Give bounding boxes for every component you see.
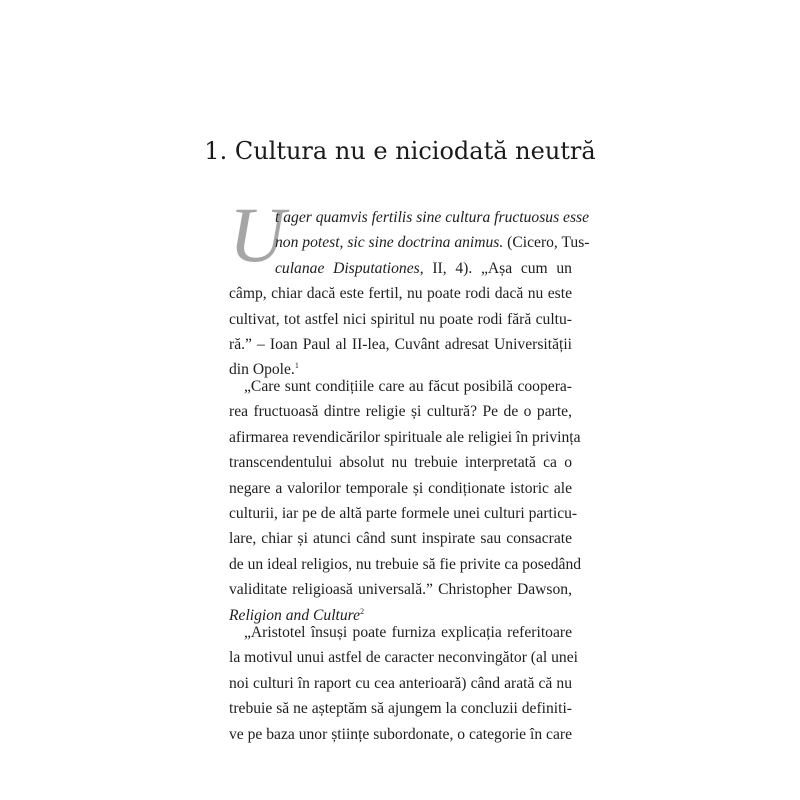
text-line: transcendentului absolut nu trebuie interpretată ca o [229, 454, 572, 472]
text-line: rea fructuoasă dintre religie și cultură? Pe de o parte, [229, 403, 572, 421]
work-title-text: culanae Disputationes [275, 259, 420, 277]
paragraph-dawson-quote [229, 374, 582, 628]
text-line [229, 256, 572, 281]
footnote-marker[interactable]: 1 [294, 361, 299, 371]
text-line: cultivat, tot astfel nici spiritul nu poate rodi fără cultu- [229, 310, 572, 328]
footnote-marker[interactable]: 2 [360, 606, 365, 616]
text-line: trebuie să ne așteptăm să ajungem la concluzii definiti- [229, 700, 572, 718]
latin-quote-text: non potest, sic sine doctrina animus. [275, 234, 504, 252]
citation-text: (Cicero, Tus- [507, 234, 590, 252]
paragraph-aristotle [229, 620, 578, 747]
text-line: câmp, chiar dacă este fertil, nu poate rodi dacă nu este [229, 285, 572, 303]
text-line: de un ideal religios, nu trebuie să fie privite ca posedând [229, 555, 582, 573]
text-line: ve pe baza unor științe subordonate, o categorie în care [229, 725, 572, 743]
chapter-title: 1. Cultura nu e niciodată neutră [204, 137, 596, 165]
text-line: noi culturi în raport cu cea anterioară) când arată că nu [229, 674, 572, 692]
text-line: „Aristotel însuși poate furniza explicația referitoare [244, 624, 572, 641]
work-title-text: Religion and Culture [229, 606, 361, 624]
text-line: afirmarea revendicărilor spirituale ale religiei în privința [229, 428, 581, 446]
text-line: la motivul unui astfel de caracter neconvingător (al unei [229, 649, 578, 667]
latin-quote-text: t ager quamvis fertilis sine cultura fructuosus esse [275, 209, 590, 226]
text-line: culturii, iar pe de altă parte formele unei culturi particu- [229, 505, 578, 523]
drop-cap: U [229, 191, 286, 278]
text-line: ră.” – Ioan Paul al II-lea, Cuvânt adresat Universității [229, 336, 572, 354]
text-line: lare, chiar și atunci când sunt inspirate sau consacrate [229, 530, 572, 548]
text-line [229, 205, 590, 230]
text-line: validitate religioasă universală.” Christopher Dawson, [229, 581, 572, 599]
body-text: din Opole. [229, 361, 295, 379]
body-text: , II, 4). „Așa cum un [419, 259, 572, 277]
text-line: negare a valorilor temporale și condiționate istoric ale [229, 479, 572, 497]
paragraph-epigraph-cicero [229, 205, 590, 383]
text-line [229, 230, 590, 255]
text-line: „Care sunt condițiile care au făcut posibilă coopera- [244, 378, 572, 395]
